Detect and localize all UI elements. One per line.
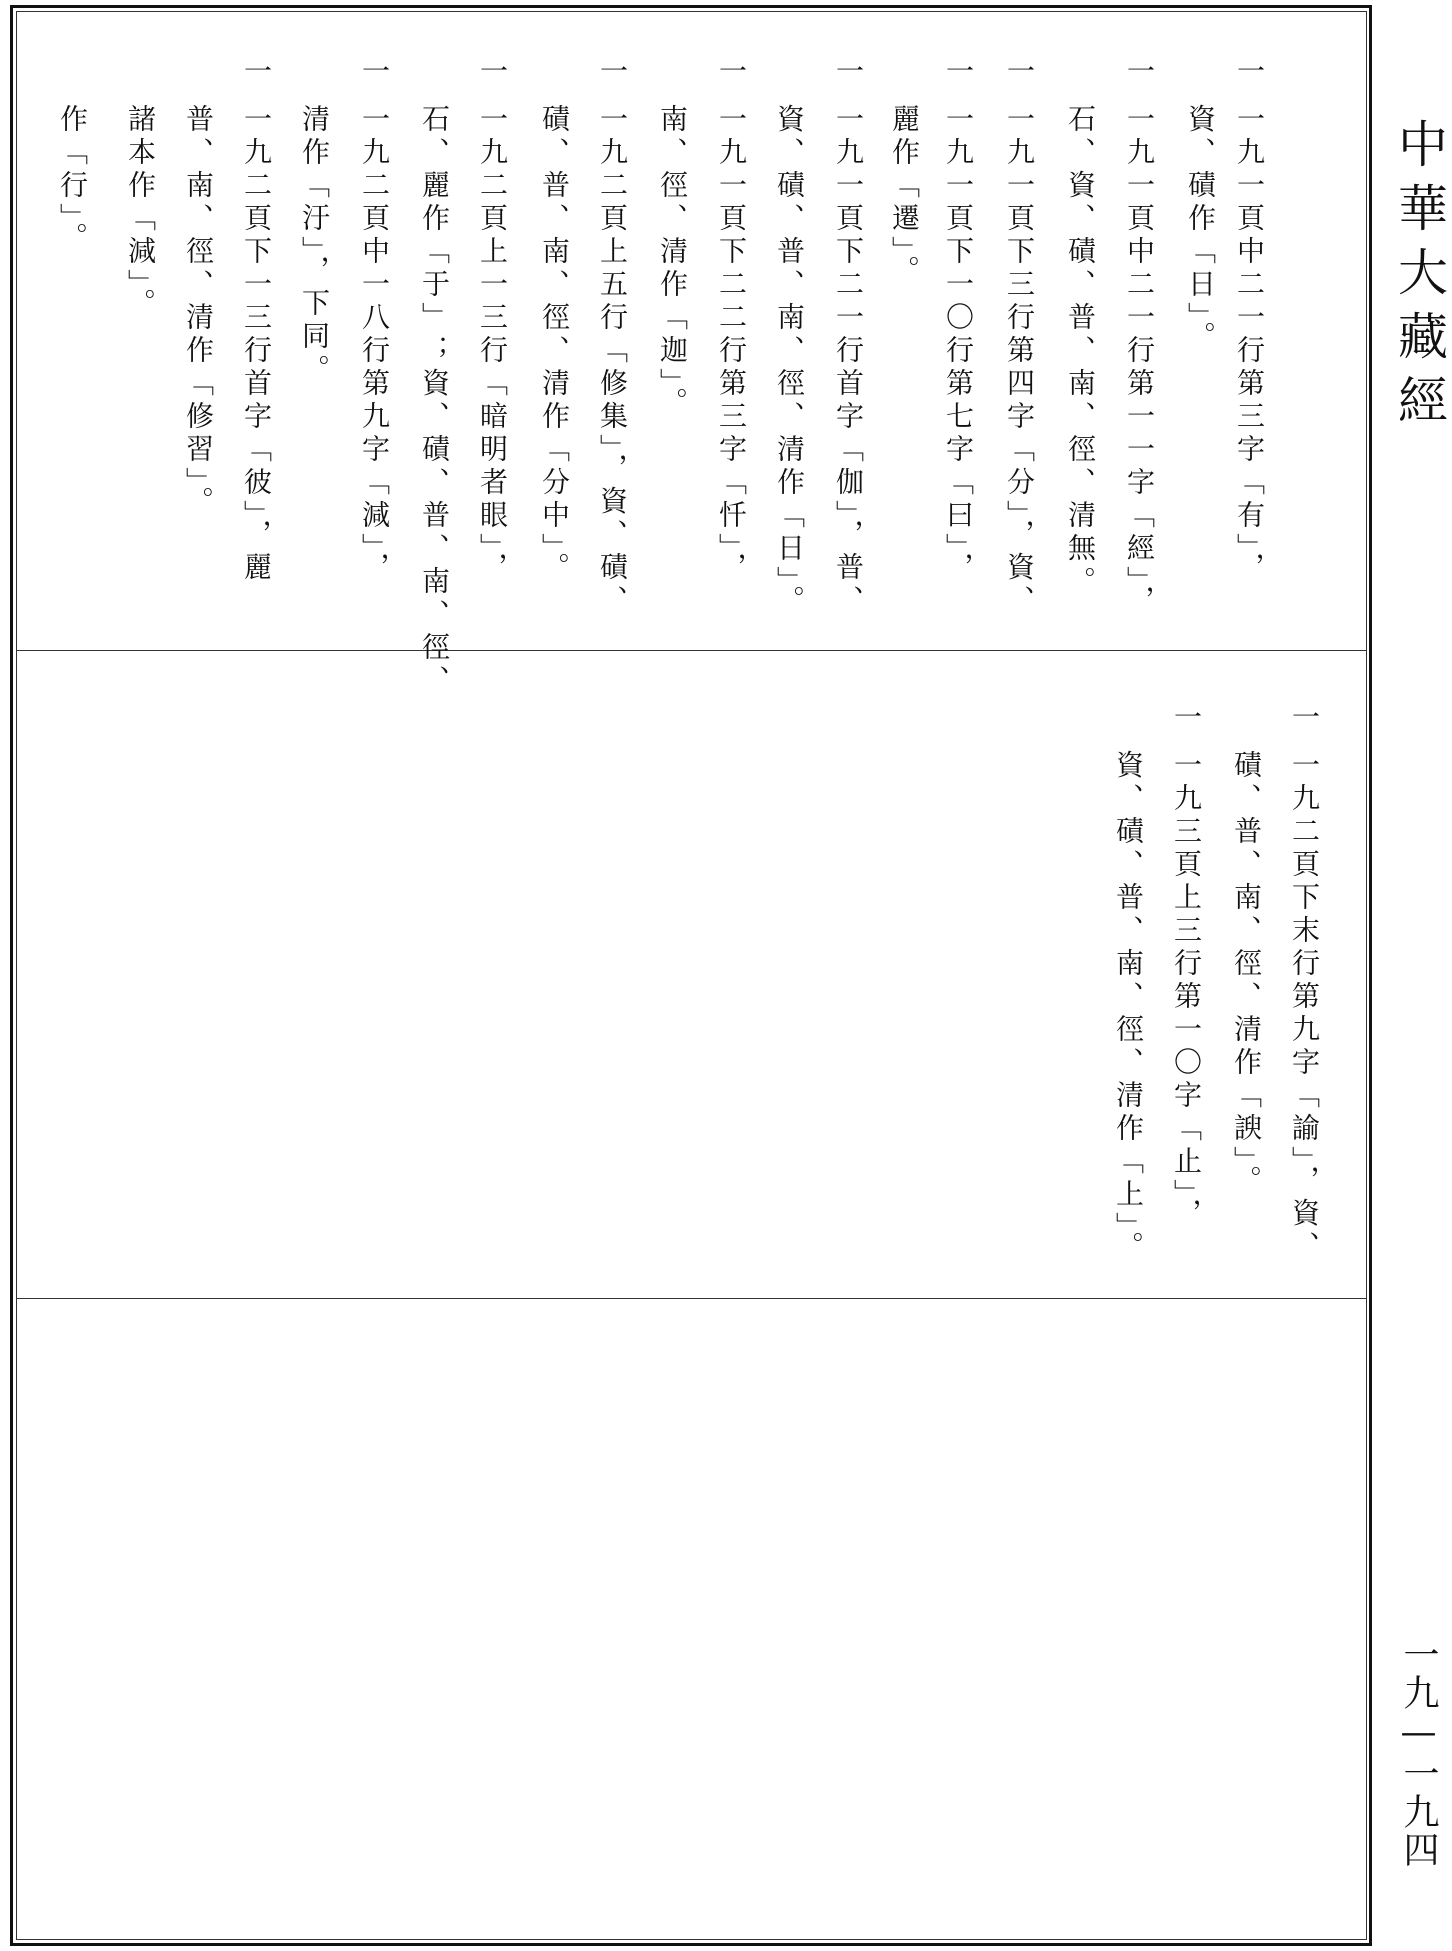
collation-note-cont: 磧、普、南、徑、清作「分中」。	[538, 104, 571, 585]
section-divider	[16, 1298, 1367, 1299]
collation-note: 一九二頁下末行第九字「諭」，資、	[1288, 750, 1321, 1264]
entry-mark: 一	[942, 56, 975, 89]
collation-note-cont: 資、磧、普、南、徑、清作「日」。	[773, 104, 806, 618]
entry-mark: 一	[832, 56, 865, 89]
collation-note: 一九一頁下二二行第三字「忏」，	[715, 104, 748, 585]
entry-mark: 一	[1123, 56, 1156, 89]
entry-mark: 一	[596, 56, 629, 89]
entry-mark: 一	[1170, 702, 1203, 735]
entry-mark: 一	[1288, 702, 1321, 735]
collation-note: 一九一頁下三行第四字「分」，資、	[1003, 104, 1036, 618]
collation-note-cont: 資、磧作「日」。	[1184, 104, 1217, 354]
entry-mark: 一	[1003, 56, 1036, 89]
page-number: 一九—一九四	[1398, 1636, 1439, 1869]
entry-mark: 一	[715, 56, 748, 89]
collation-note-cont: 作「行」。	[56, 104, 89, 255]
collation-note: 一九二頁上五行「修集」，資、磧、	[596, 104, 629, 618]
section-divider	[16, 650, 1367, 651]
entry-mark: 一	[358, 56, 391, 89]
collation-note: 一九三頁上三行第一〇字「止」，	[1170, 750, 1203, 1231]
entry-mark: 一	[476, 56, 509, 89]
collation-note-cont: 清作「汙」，下同。	[298, 104, 331, 387]
entry-mark: 一	[1233, 56, 1266, 89]
collation-note-cont: 諸本作「減」。	[124, 104, 157, 321]
collation-note-cont: 資、磧、普、南、徑、清作「上」。	[1112, 750, 1145, 1264]
collation-note-cont: 石、麗作「于」；資、磧、普、南、徑、	[418, 104, 451, 698]
collation-note-cont: 磧、普、南、徑、清作「諛」。	[1230, 750, 1263, 1198]
collation-note: 一九一頁中二一行第一一字「經」，	[1123, 104, 1156, 618]
collation-note: 一九一頁中二一行第三字「有」，	[1233, 104, 1266, 585]
collection-title: 中華大藏經	[1390, 118, 1448, 438]
entry-mark: 一	[240, 56, 273, 89]
collation-note: 一九一頁下二一行首字「伽」，普、	[832, 104, 865, 618]
collation-note-cont: 麗作「遷」。	[888, 104, 921, 288]
collation-note: 一九二頁下一三行首字「彼」，麗	[240, 104, 273, 585]
collation-note-cont: 普、南、徑、清作「修習」。	[182, 104, 215, 519]
collation-note: 一九一頁下一〇行第七字「曰」，	[942, 104, 975, 585]
collation-note-cont: 南、徑、清作「迦」。	[656, 104, 689, 420]
page-inner-border	[16, 11, 1367, 1940]
collation-note: 一九二頁上一三行「暗明者眼」，	[476, 104, 509, 585]
collation-note-cont: 石、資、磧、普、南、徑、清無。	[1064, 104, 1097, 599]
collation-note: 一九二頁中一八行第九字「減」，	[358, 104, 391, 585]
